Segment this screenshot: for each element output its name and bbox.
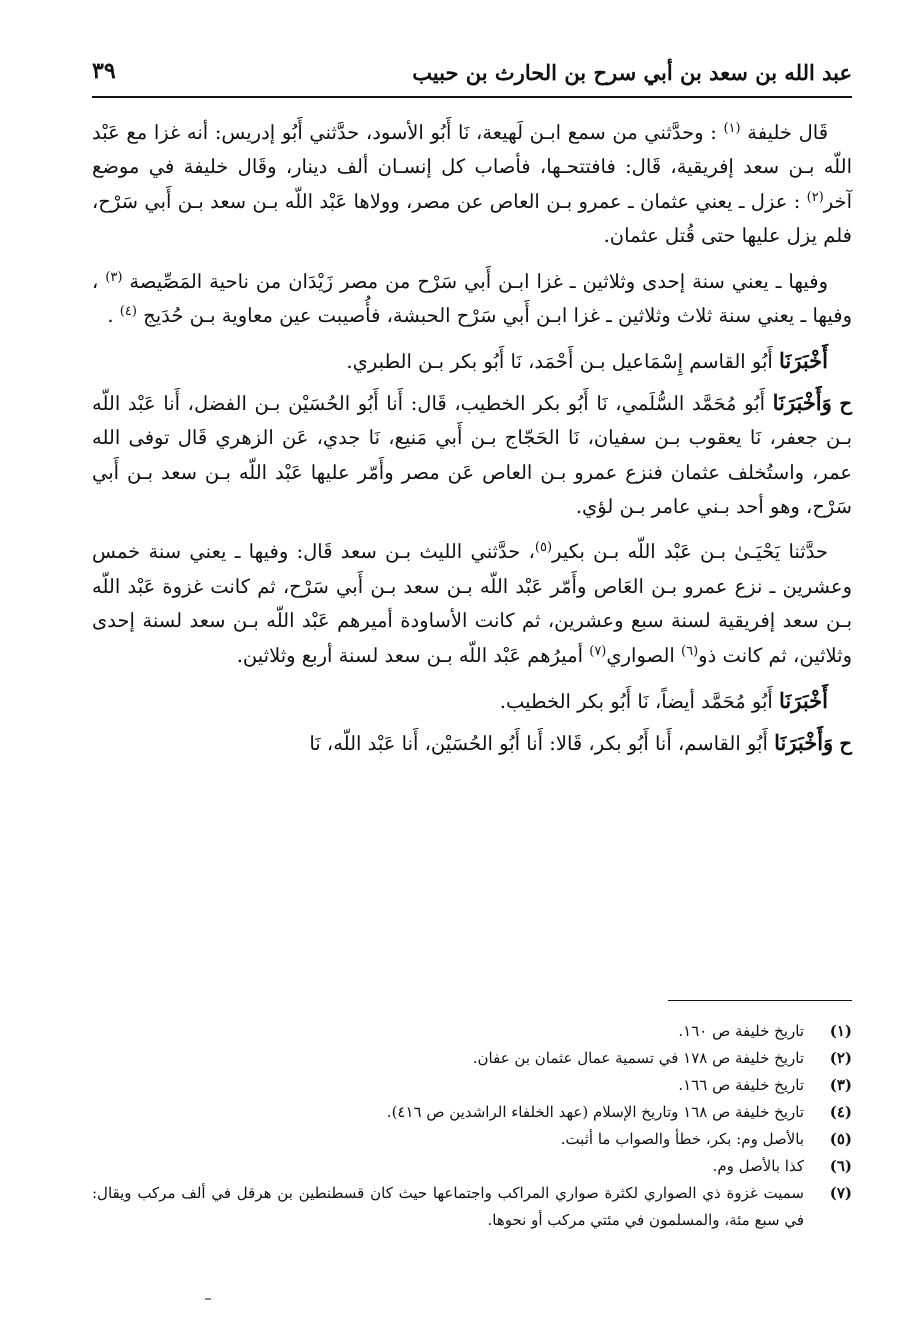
footnote-ref-1: (١): [723, 121, 741, 136]
isnad-keyword: أَخْبَرَنَا: [779, 348, 828, 374]
text-run: أَبُو مُحَمَّد السُّلَمي، نَا أَبُو بكر الخطيب، قَال: أَنا أَبُو الحُسَيْن بـن الفضل، أَنا عَبْد اللّه بـن جعفر، نَا يعقوب بـن سفيان، نَا الحَجّاج بـن أَبي مَنيع، نَا جدي، عَن الزهري قَال توفى الله عمر، واستُخلف عثمان فنزع عمرو بـن العاص عَن مصر وأَمّر عليها عَبْد اللّه بـن سعد بـن أَبي سَرْح، وهو أحد بـني عامر بـن لؤي.: [92, 391, 852, 519]
footnote-text: تاريخ خليفة ص ١٧٨ في تسمية عمال عثمان بن عفان.: [472, 1049, 804, 1067]
paragraph-5: [92, 535, 852, 673]
text-run: الصواري: [606, 643, 682, 667]
footnote-text: كذا بالأصل وم.: [712, 1157, 804, 1175]
paragraph-1: [92, 116, 852, 254]
footnote-item: [92, 1018, 852, 1045]
isnad-keyword: وَأَخْبَرَنَا: [774, 729, 834, 755]
text-run: أَبُو القاسم، أَنا أَبُو بكر، قَالا: أَنا أَبُو الحُسَيْن، أَنا عَبْد اللّه، نَا: [309, 731, 775, 755]
text-run: : وحدَّثني من سمع ابـن لَهيعة، نَا أَبُو الأسود، حدَّثني أَبُو إدريس: أنه غزا مع عَبْد اللّه بـن سعد إفريقية، قَال: فافتتحـها، فأصاب كل إنسـان ألف دينار، وقَال خليفة في موضع آخر: [92, 121, 852, 213]
footnote-number: (٧): [829, 1184, 852, 1202]
footnote-ref-4: (٤): [119, 304, 137, 320]
page-header: [92, 52, 852, 94]
isnad-keyword: وَأَخْبَرَنَا: [772, 389, 832, 415]
text-run: أَبُو القاسم إِسْمَاعيل بـن أَحْمَد، نَا أَبُو بكر بـن الطبري.: [346, 350, 780, 374]
footnote-ref-5: (٥): [534, 540, 553, 556]
footnote-ref-6: (٦): [681, 643, 699, 659]
footnote-item: [92, 1180, 852, 1234]
text-run: : عزل ـ يعني عثمان ـ عمرو بـن العاص عن مصر، وولاها عَبْد اللّه بـن سعد بـن أَبي سَرْح، فلم يزل عليها حتى قُتل عثمان.: [92, 189, 852, 248]
footnote-text: تاريخ خليفة ص ١٦٨ وتاريخ الإسلام (عهد الخلفاء الراشدين ص ٤١٦).: [386, 1103, 804, 1121]
footnote-number: (٤): [829, 1103, 852, 1121]
text-run: ، وفيها ـ يعني سنة ثلاث وثلاثين ـ غزا ابـن أَبي سَرْح الحبشة، فأُصيبت عين معاوية بـن حُدَيج: [92, 269, 852, 328]
footnote-item: [92, 1153, 852, 1180]
footnote-text: بالأصل وم: بكر، خطأ والصواب ما أثبت.: [560, 1130, 804, 1148]
running-title: عبد الله بن سعد بن أبي سرح بن الحارث بن حبيب: [412, 60, 852, 85]
footnote-number: (٢): [829, 1049, 852, 1067]
footnotes: [92, 1018, 852, 1234]
paragraph-7: [92, 726, 852, 761]
footnote-item: [92, 1072, 852, 1099]
footnote-ref-7: (٧): [589, 643, 607, 659]
text-run: أميرُهم عَبْد اللّه بـن سعد لسنة أربع وثلاثين.: [236, 643, 590, 667]
text-run: أَبُو مُحَمَّد أيضاً، نَا أَبُو بكر الخطيب.: [499, 690, 780, 714]
isnad-keyword: أَخْبَرَنَا: [779, 688, 828, 714]
footnote-number: (٣): [829, 1076, 852, 1094]
text-run: حدَّثنا يَحْيَـىٰ بـن عَبْد اللّه بـن بكير: [552, 540, 828, 564]
main-text: [92, 116, 852, 772]
footnote-number: (٥): [829, 1130, 852, 1148]
footnote-text: تاريخ خليفة ص ١٦٦.: [678, 1076, 804, 1094]
footnote-ref-2: (٢): [806, 189, 824, 205]
footnote-number: (١): [829, 1022, 852, 1040]
tahwil-mark: ح: [839, 731, 852, 755]
footnote-text: تاريخ خليفة ص ١٦٠.: [678, 1022, 804, 1040]
text-run: ، حدَّثني الليث بـن سعد قَال: وفيها ـ يعني سنة خمس وعشرين ـ نزع عمرو بـن العَاص وأَمّر عَبْد اللّه بـن سعد بـن أَبي سَرْح، ثم كانت غزوة عَبْد اللّه بـن سعد إفريقية لسنة سبع وعشرين، ثم كانت الأساودة أميرهم عَبْد اللّه بـن سعد لسنة إحدى وثلاثين، ثم كانت ذو: [92, 540, 852, 667]
footnote-separator: [668, 1000, 852, 1001]
page-number: ٣٩: [92, 58, 116, 84]
scan-speck: [205, 1298, 211, 1300]
footnote-item: [92, 1045, 852, 1072]
text-run: قَال خليفة: [747, 121, 829, 144]
footnote-text: سميت غزوة ذي الصواري لكثرة صواري المراكب واجتماعها حيث كان قسطنطين بن هرقل في ألف مركب ويقال: في سبع مئة، والمسلمون في مئتي مركب أو نحوها.: [92, 1184, 804, 1229]
text-run: وفيها ـ يعني سنة إحدى وثلاثين ـ غزا ابـن أَبي سَرْح من مصر زَيْدَان من ناحية المَصِّيصة: [129, 269, 828, 293]
header-rule: [92, 96, 852, 98]
paragraph-4: [92, 386, 852, 525]
paragraph-2: [92, 265, 852, 334]
footnote-item: [92, 1099, 852, 1126]
footnote-ref-3: (٣): [105, 269, 123, 285]
footnote-number: (٦): [829, 1157, 852, 1175]
tahwil-mark: ح: [839, 391, 852, 415]
paragraph-6: [92, 684, 852, 719]
footnote-item: [92, 1126, 852, 1153]
paragraph-3: [92, 344, 852, 379]
text-run: .: [107, 304, 114, 328]
